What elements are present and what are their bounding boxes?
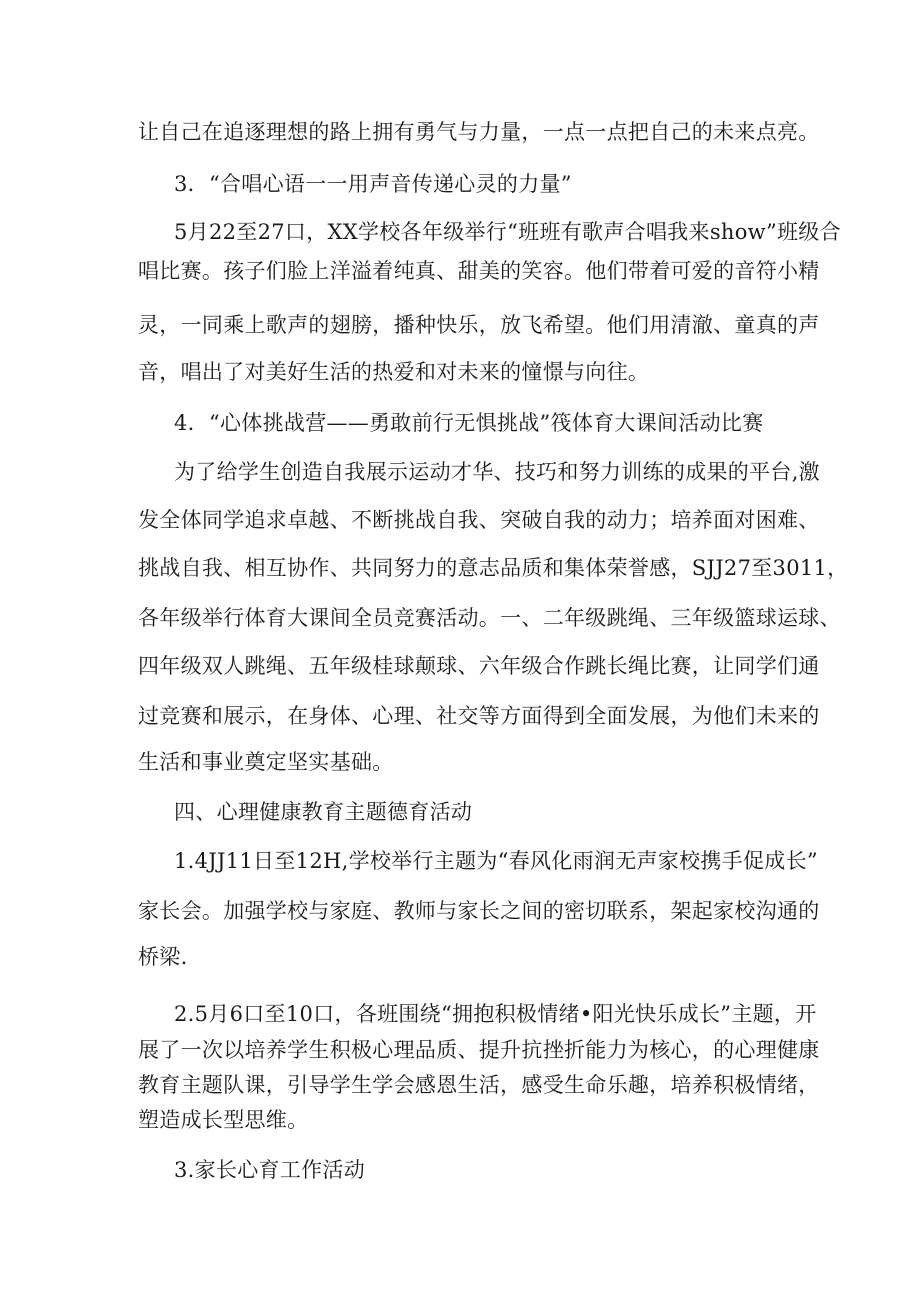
text-line-2: 3．“合唱心语一一用声音传递心灵的力量” [174, 172, 572, 196]
text-line-14: 生活和事业奠定坚实基础。 [138, 750, 394, 774]
text-line-23: 3.家长心育工作活动 [174, 1158, 366, 1182]
text-line-22: 塑造成长型思维。 [138, 1108, 309, 1132]
text-line-10: 挑战自我、相互协作、共同努力的意志品质和集体荣誉感，SJJ27至3011， [138, 556, 849, 580]
text-line-11: 各年级举行体育大课间全员竞赛活动。一、二年级跳绳、三年级篮球运球、 [138, 606, 841, 630]
text-line-19: 2.5月6口至10口，各班围绕“拥抱积极情绪•阳光快乐成长”主题，开 [174, 1002, 817, 1026]
text-line-8: 为了给学生创造自我展示运动才华、技巧和努力训练的成果的平台,激 [174, 460, 820, 484]
text-line-4: 唱比赛。孩子们脸上洋溢着纯真、甜美的笑容。他们带着可爱的音符小精 [138, 259, 820, 283]
text-line-20: 展了一次以培养学生积极心理品质、提升抗挫折能力为核心，的心理健康 [138, 1038, 820, 1062]
text-line-15: 四、心理健康教育主题德育活动 [174, 800, 473, 824]
text-line-7: 4．“心体挑战营——勇敢前行无惧挑战”筏体育大课间活动比赛 [174, 411, 764, 435]
text-line-9: 发全体同学追求卓越、不断挑战自我、突破自我的动力；培养面对困难、 [138, 508, 820, 532]
text-line-3: 5月22至27口，XX学校各年级举行“班班有歌声合唱我来show”班级合 [174, 220, 841, 244]
text-line-21: 教育主题队课，引导学生学会感恩生活，感受生命乐趣，培养积极情绪， [138, 1073, 820, 1097]
text-line-12: 四年级双人跳绳、五年级桂球颠球、六年级合作跳长绳比赛，让同学们通 [138, 654, 820, 678]
text-line-1: 让自己在追逐理想的路上拥有勇气与力量，一点一点把自己的未来点亮。 [138, 120, 820, 144]
text-line-16: 1.4JJ11日至12H,学校举行主题为“春风化雨润无声家校携手促成长” [174, 849, 818, 873]
text-line-17: 家长会。加强学校与家庭、教师与家长之间的密切联系，架起家校沟通的 [138, 899, 820, 923]
text-line-5: 灵，一同乘上歌声的翅膀，播种快乐，放飞希望。他们用清澈、童真的声 [138, 313, 820, 337]
text-line-6: 音，唱出了对美好生活的热爱和对未来的憧憬与向往。 [138, 360, 650, 384]
text-line-13: 过竞赛和展示，在身体、心理、社交等方面得到全面发展，为他们未来的 [138, 704, 820, 728]
text-line-18: 桥梁. [138, 945, 188, 969]
